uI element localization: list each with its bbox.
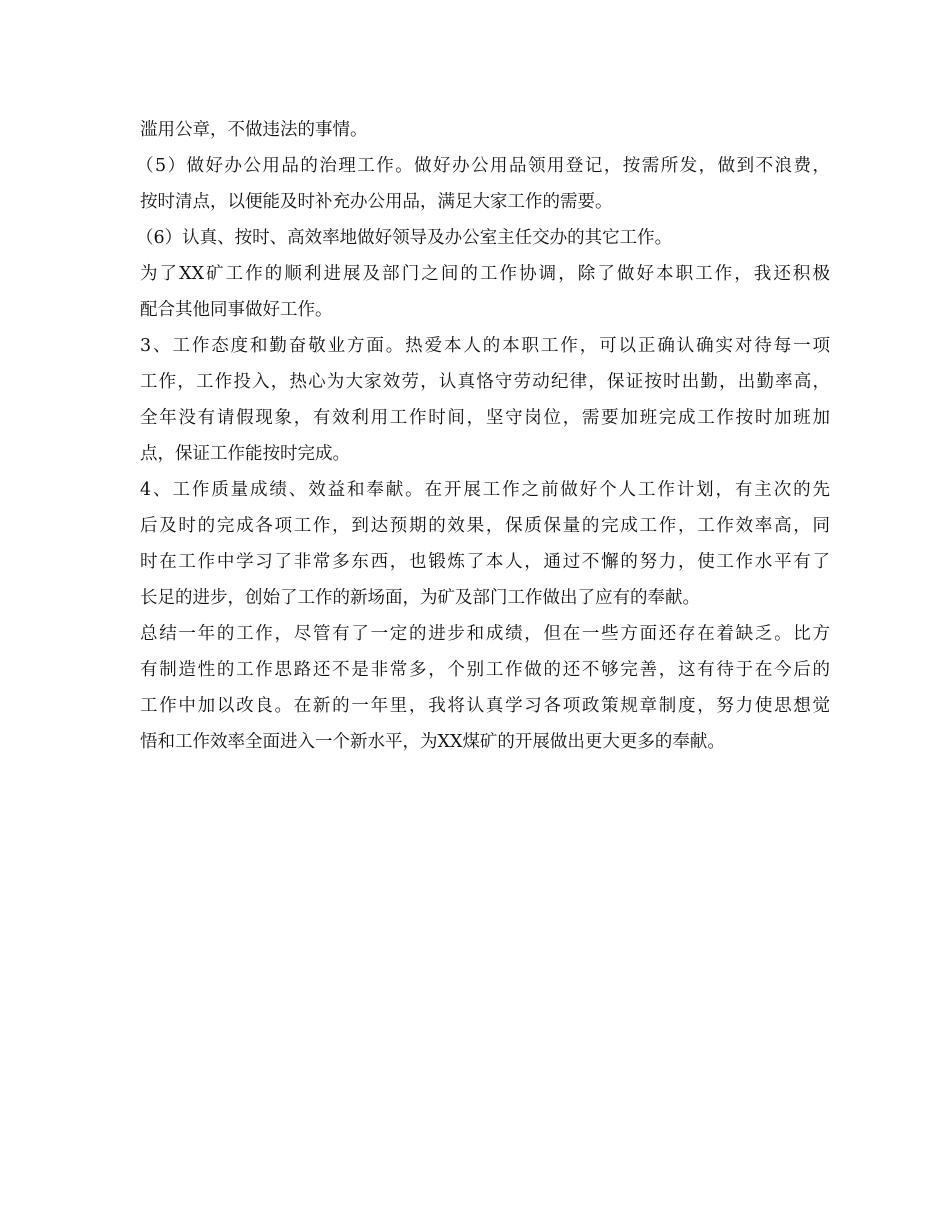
text-line: 工作，工作投入，热心为大家效劳，认真恪守劳动纪律，保证按时出勤，出勤率高，: [140, 372, 830, 392]
text-line: 3、工作态度和勤奋敬业方面。热爱本人的本职工作，可以正确认确实对待每一项: [140, 336, 830, 356]
text-line: （6）认真、按时、高效率地做好领导及办公室主任交办的其它工作。: [136, 228, 673, 248]
text-line: 全年没有请假现象，有效利用工作时间，坚守岗位，需要加班完成工作按时加班加: [140, 408, 830, 428]
text-line: 按时清点，以便能及时补充办公用品，满足大家工作的需要。: [140, 192, 613, 212]
text-line: 时在工作中学习了非常多东西，也锻炼了本人，通过不懈的努力，使工作水平有了: [140, 552, 830, 572]
text-line: 有制造性的工作思路还不是非常多，个别工作做的还不够完善，这有待于在今后的: [140, 660, 830, 680]
text-line: （5）做好办公用品的治理工作。做好办公用品领用登记，按需所发，做到不浪费，: [136, 156, 830, 176]
text-line: 悟和工作效率全面进入一个新水平，为XX煤矿的开展做出更大更多的奉献。: [140, 732, 725, 752]
text-line: 配合其他同事做好工作。: [140, 300, 333, 320]
text-line: 滥用公章，不做违法的事情。: [140, 120, 368, 140]
text-line: 为了XX矿工作的顺利进展及部门之间的工作协调，除了做好本职工作，我还积极: [140, 264, 830, 284]
text-line: 总结一年的工作，尽管有了一定的进步和成绩，但在一些方面还存在着缺乏。比方: [140, 624, 830, 644]
text-line: 4、工作质量成绩、效益和奉献。在开展工作之前做好个人工作计划，有主次的先: [140, 480, 830, 500]
text-line: 后及时的完成各项工作，到达预期的效果，保质保量的完成工作，工作效率高，同: [140, 516, 830, 536]
text-line: 长足的进步，创始了工作的新场面，为矿及部门工作做出了应有的奉献。: [140, 588, 700, 608]
text-line: 工作中加以改良。在新的一年里，我将认真学习各项政策规章制度，努力使思想觉: [140, 696, 830, 716]
text-line: 点，保证工作能按时完成。: [140, 444, 350, 464]
body-text: [136, 112, 830, 760]
